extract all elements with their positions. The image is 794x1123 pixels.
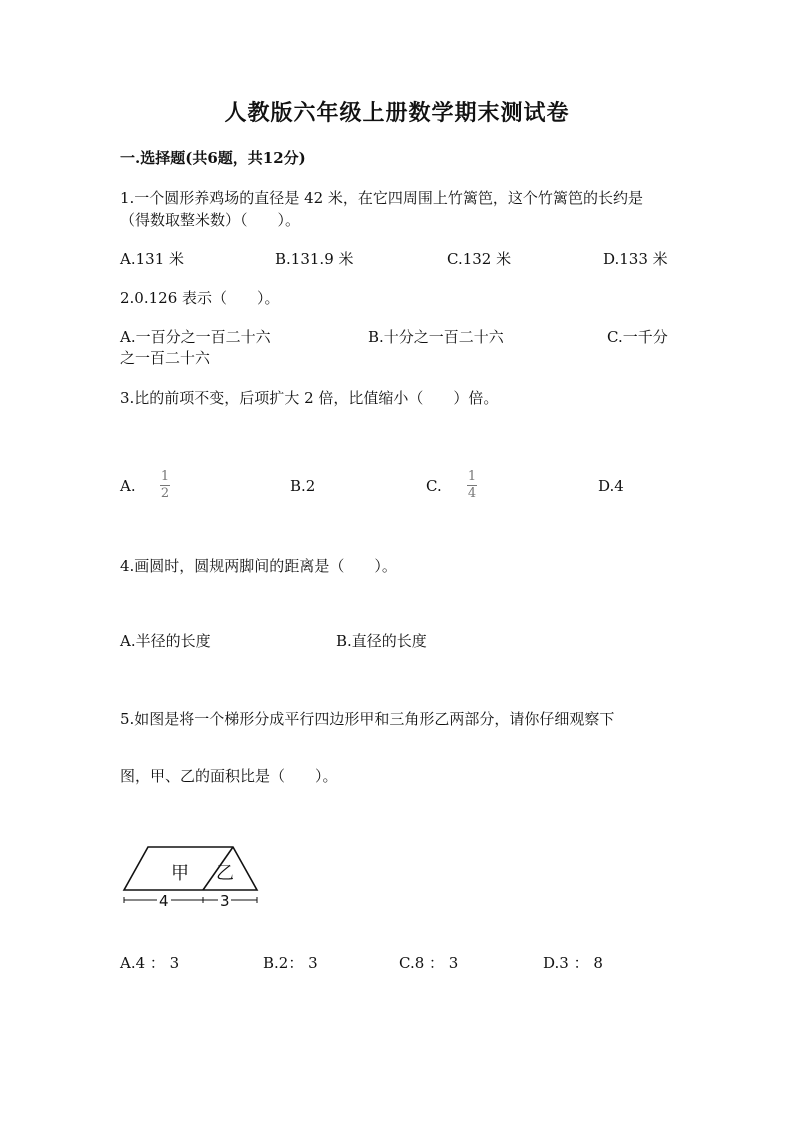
question-5-stem-line2: 图，甲、乙的面积比是（ ）。 — [120, 767, 338, 785]
fraction-numerator: 1 — [467, 469, 477, 484]
fraction-numerator: 1 — [160, 469, 170, 484]
dimension-4-label: 4 — [159, 892, 169, 910]
question-2-option-b: B.十分之一百二十六 — [368, 328, 504, 346]
question-5-option-a: A.4 ： 3 — [120, 954, 180, 972]
dimension-3-label: 3 — [220, 892, 230, 910]
question-5-option-c: C.8 ： 3 — [399, 954, 459, 972]
fraction-one-half — [160, 470, 170, 501]
fraction-denominator: 4 — [467, 486, 477, 501]
question-1-option-a: A.131 米 — [120, 250, 184, 268]
question-2-stem: 2.0.126 表示（ ）。 — [120, 289, 280, 307]
label-yi: 乙 — [216, 863, 234, 884]
question-3-option-b: B.2 — [290, 477, 316, 495]
question-5-stem-line1: 5.如图是将一个梯形分成平行四边形甲和三角形乙两部分，请你仔细观察下 — [120, 710, 615, 728]
question-2-option-c: C.一千分 — [607, 328, 668, 346]
question-1-option-d: D.133 米 — [603, 250, 668, 268]
fraction-denominator: 2 — [160, 486, 170, 501]
question-1-stem-line2: （得数取整米数）（ ）。 — [120, 211, 301, 229]
fraction-one-quarter — [467, 470, 477, 501]
question-2-option-c-continued: 之一百二十六 — [120, 349, 211, 367]
question-5-option-d: D.3 ： 8 — [543, 954, 603, 972]
section-heading: 一.选择题(共6题，共12分) — [120, 149, 306, 167]
question-2-option-a: A.一百分之一百二十六 — [120, 328, 271, 346]
question-5-option-b: B.2： 3 — [263, 954, 318, 972]
question-3-option-d: D.4 — [598, 477, 624, 495]
question-1-option-c: C.132 米 — [447, 250, 512, 268]
page-title: 人教版六年级上册数学期末测试卷 — [224, 100, 570, 126]
question-3-stem: 3.比的前项不变，后项扩大 2 倍，比值缩小（ ）倍。 — [120, 389, 499, 407]
question-3-option-c: C. — [426, 477, 442, 495]
label-jia: 甲 — [171, 863, 189, 884]
question-1-stem-line1: 1.一个圆形养鸡场的直径是 42 米，在它四周围上竹篱笆，这个竹篱笆的长约是 — [120, 189, 643, 207]
trapezoid-figure — [118, 840, 268, 910]
question-3-option-a: A. — [120, 477, 136, 495]
question-1-option-b: B.131.9 米 — [275, 250, 354, 268]
question-4-option-a: A.半径的长度 — [120, 632, 211, 650]
question-4-stem: 4.画圆时，圆规两脚间的距离是（ ）。 — [120, 557, 397, 575]
trapezoid-outline — [124, 847, 257, 890]
question-4-option-b: B.直径的长度 — [336, 632, 427, 650]
